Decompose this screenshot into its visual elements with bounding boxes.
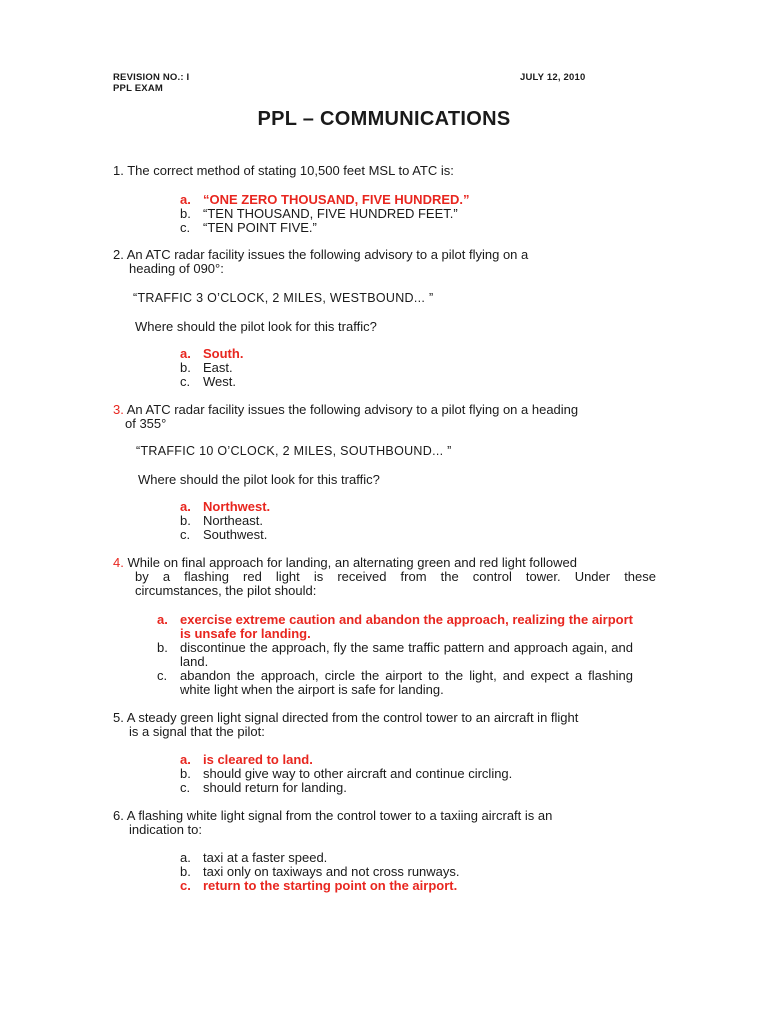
option-text: East. xyxy=(203,360,233,375)
question-3 xyxy=(113,403,656,431)
option-text: South. xyxy=(203,346,244,361)
option-1a xyxy=(180,193,470,207)
option-text: is cleared to land. xyxy=(203,752,313,767)
question-text-line2: by a flashing red light is received from the control tower. Under these xyxy=(135,569,656,584)
option-3b xyxy=(180,514,263,528)
option-letter: c. xyxy=(180,527,191,542)
question-number: 6. xyxy=(113,808,124,823)
revision-number: REVISION NO.: I xyxy=(113,72,190,83)
option-5c xyxy=(180,781,347,795)
option-4c xyxy=(157,669,633,697)
question-number: 1. xyxy=(113,163,124,178)
option-text: “TEN POINT FIVE.” xyxy=(203,220,317,235)
option-letter: a. xyxy=(180,752,191,767)
question-number: 5. xyxy=(113,710,124,725)
option-text: Northwest. xyxy=(203,499,271,514)
option-letter: b. xyxy=(180,360,191,375)
option-1c xyxy=(180,221,317,235)
option-letter: a. xyxy=(180,192,191,207)
question-number: 4. xyxy=(113,555,124,570)
option-text: should return for landing. xyxy=(203,780,347,795)
option-text: Northeast. xyxy=(203,513,263,528)
question-text-line1: An ATC radar facility issues the following advisory to a pilot flying on a heading xyxy=(126,402,579,417)
question-text-line1: A steady green light signal directed from the control tower to an aircraft in flight xyxy=(126,710,579,725)
option-2a xyxy=(180,347,243,361)
option-6b xyxy=(180,865,460,879)
option-text: exercise extreme caution and abandon the approach, realizing the airport is unsafe for landing. xyxy=(180,612,633,641)
question-5 xyxy=(113,711,656,739)
question-number: 2. xyxy=(113,247,124,262)
question-text-line2: is a signal that the pilot: xyxy=(129,724,265,739)
question-prompt: Where should the pilot look for this traffic? xyxy=(135,319,377,334)
option-2b xyxy=(180,361,233,375)
question-prompt: Where should the pilot look for this traffic? xyxy=(138,472,380,487)
option-letter: a. xyxy=(180,850,191,865)
question-text-line1: A flashing white light signal from the control tower to a taxiing aircraft is an xyxy=(126,808,553,823)
option-text: taxi at a faster speed. xyxy=(203,850,328,865)
option-letter: c. xyxy=(157,668,168,683)
question-text-line1: An ATC radar facility issues the following advisory to a pilot flying on a xyxy=(126,247,529,262)
question-6 xyxy=(113,809,656,837)
option-letter: a. xyxy=(180,499,191,514)
question-text-line2: of 355° xyxy=(125,416,167,431)
option-6a xyxy=(180,851,327,865)
option-text: Southwest. xyxy=(203,527,268,542)
question-number: 3. xyxy=(113,402,124,417)
question-text-line1: While on final approach for landing, an alternating green and red light followed xyxy=(127,555,577,570)
question-4 xyxy=(113,556,656,598)
option-5a xyxy=(180,753,313,767)
option-text: taxi only on taxiways and not cross runways. xyxy=(203,864,460,879)
option-text: abandon the approach, circle the airport to the light, and expect a flashing white light when the airport is safe for landing. xyxy=(180,668,633,697)
question-text: The correct method of stating 10,500 feet MSL to ATC is: xyxy=(127,163,454,178)
option-2c xyxy=(180,375,236,389)
option-letter: b. xyxy=(180,206,191,221)
option-text: “TEN THOUSAND, FIVE HUNDRED FEET.” xyxy=(203,206,458,221)
option-text: should give way to other aircraft and continue circling. xyxy=(203,766,513,781)
option-letter: c. xyxy=(180,220,191,235)
option-letter: a. xyxy=(180,346,191,361)
page-title: PPL – COMMUNICATIONS xyxy=(257,108,511,130)
option-text: discontinue the approach, fly the same traffic pattern and approach again, and land. xyxy=(180,640,633,669)
option-letter: b. xyxy=(180,766,191,781)
option-6c xyxy=(180,879,457,893)
option-letter: c. xyxy=(180,780,191,795)
option-text: West. xyxy=(203,374,236,389)
option-4b xyxy=(157,641,633,669)
option-1b xyxy=(180,207,458,221)
option-letter: b. xyxy=(157,640,168,655)
option-3a xyxy=(180,500,270,514)
atc-advisory-quote: “TRAFFIC 3 O’CLOCK, 2 MILES, WESTBOUND... ” xyxy=(133,291,434,305)
option-letter: b. xyxy=(180,864,191,879)
option-letter: a. xyxy=(157,612,168,627)
exam-label: PPL EXAM xyxy=(113,83,163,94)
atc-advisory-quote: “TRAFFIC 10 O’CLOCK, 2 MILES, SOUTHBOUND... ” xyxy=(136,444,452,458)
option-letter: c. xyxy=(180,878,191,893)
option-4a xyxy=(157,613,633,641)
question-text-line2: heading of 090°: xyxy=(129,261,224,276)
exam-date: JULY 12, 2010 xyxy=(520,72,586,83)
option-letter: b. xyxy=(180,513,191,528)
question-text-line3: circumstances, the pilot should: xyxy=(135,583,317,598)
question-1 xyxy=(113,164,656,178)
option-3c xyxy=(180,528,267,542)
option-5b xyxy=(180,767,512,781)
option-text: “ONE ZERO THOUSAND, FIVE HUNDRED.” xyxy=(203,192,470,207)
option-text: return to the starting point on the airport. xyxy=(203,878,458,893)
question-text-line2: indication to: xyxy=(129,822,202,837)
option-letter: c. xyxy=(180,374,191,389)
question-2 xyxy=(113,248,656,276)
